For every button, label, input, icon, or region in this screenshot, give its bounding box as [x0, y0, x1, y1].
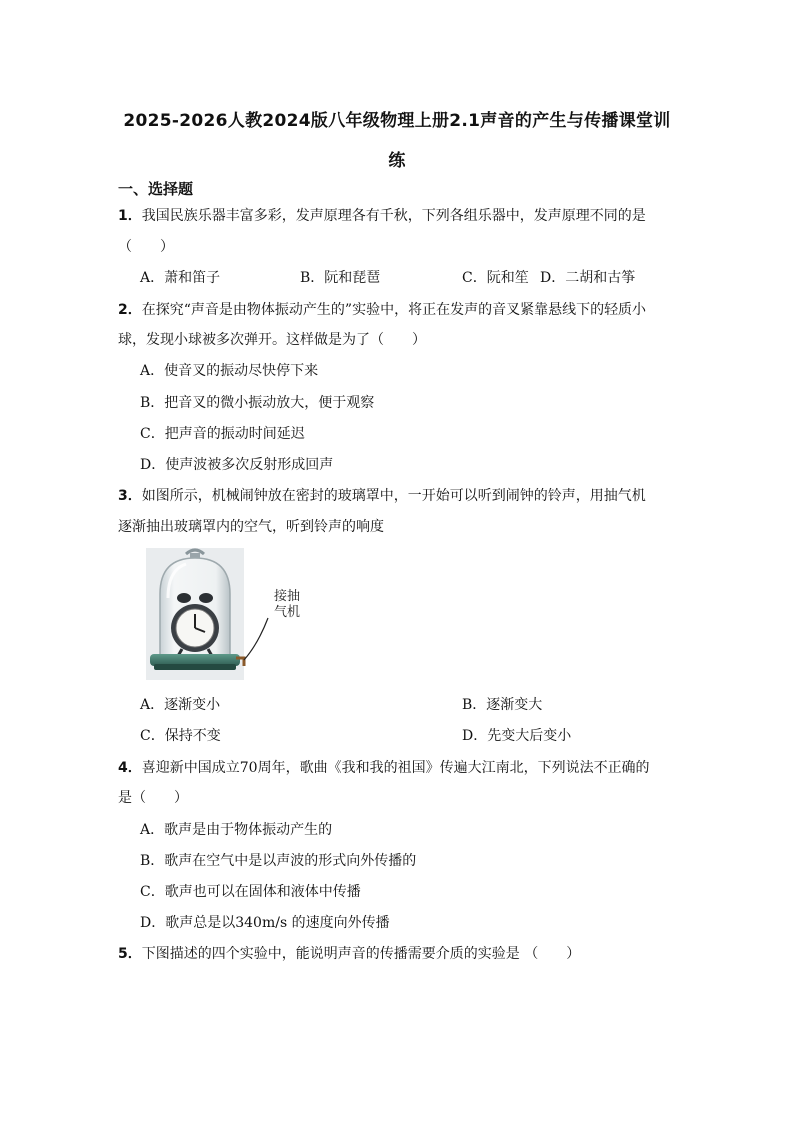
question-1-number: 1． [118, 208, 142, 224]
question-4-option-a: A．歌声是由于物体振动产生的 [140, 822, 333, 838]
document-title-line-1: 2025-2026人教2024版八年级物理上册2.1声音的产生与传播课堂训 [123, 111, 671, 131]
question-5-text: 下图描述的四个实验中，能说明声音的传播需要介质的实验是 （ ） [141, 946, 581, 962]
question-4-text: 喜迎新中国成立70周年，歌曲《我和我的祖国》传遍大江南北，下列说法不正确的 [141, 760, 650, 776]
section-heading: 一、选择题 [118, 180, 194, 198]
question-2-number: 2． [118, 302, 142, 318]
document-title-line-2: 练 [388, 151, 406, 171]
question-1-option-a: A．萧和笛子 [140, 270, 221, 286]
bell-jar-alarm-clock-figure [146, 548, 312, 680]
question-5-line-1 [118, 944, 580, 964]
question-2-option-c: C．把声音的振动时间延迟 [140, 426, 305, 442]
question-1-option-d: D．二胡和古筝 [540, 270, 636, 286]
question-4-number: 4． [118, 760, 142, 776]
figure-label-line-1: 接抽 [274, 589, 301, 604]
question-3-number: 3． [118, 488, 142, 504]
question-3-line-1 [118, 486, 646, 506]
question-2-line-1 [118, 300, 646, 320]
question-2-option-a: A．使音叉的振动尽快停下来 [140, 363, 319, 379]
question-1-line-2: （ ） [118, 239, 174, 255]
question-5-number: 5． [118, 946, 142, 962]
question-3-option-d: D．先变大后变小 [462, 728, 572, 744]
question-4-option-b: B．歌声在空气中是以声波的形式向外传播的 [140, 853, 417, 869]
question-1-option-b: B．阮和琵琶 [300, 270, 381, 286]
question-3-line-2: 逐渐抽出玻璃罩内的空气，听到铃声的响度 [118, 519, 384, 535]
question-3-text: 如图所示，机械闹钟放在密封的玻璃罩中，一开始可以听到闹钟的铃声，用抽气机 [141, 488, 646, 504]
question-4-line-1 [118, 758, 650, 778]
question-1-option-c: C．阮和笙 [462, 270, 529, 286]
question-3-option-c: C．保持不变 [140, 728, 221, 744]
question-3-option-b: B．逐渐变大 [462, 697, 543, 713]
question-3-option-a: A．逐渐变小 [140, 697, 221, 713]
question-4-option-d: D．歌声总是以340m/s 的速度向外传播 [140, 915, 390, 931]
question-4-option-c: C．歌声也可以在固体和液体中传播 [140, 884, 361, 900]
question-1-line-1 [118, 206, 646, 226]
question-1-text: 我国民族乐器丰富多彩，发声原理各有千秋，下列各组乐器中，发声原理不同的是 [141, 208, 646, 224]
pointer-line [244, 618, 268, 660]
question-4-line-2: 是（ ） [118, 790, 188, 806]
question-2-option-b: B．把音叉的微小振动放大，便于观察 [140, 395, 375, 411]
question-2-line-2: 球，发现小球被多次弹开。这样做是为了（ ） [118, 332, 426, 348]
question-2-option-d: D．使声波被多次反射形成回声 [140, 457, 334, 473]
figure-label-line-2: 气机 [274, 605, 301, 620]
question-2-text: 在探究“声音是由物体振动产生的”实验中，将正在发声的音叉紧靠悬线下的轻质小 [141, 302, 647, 318]
